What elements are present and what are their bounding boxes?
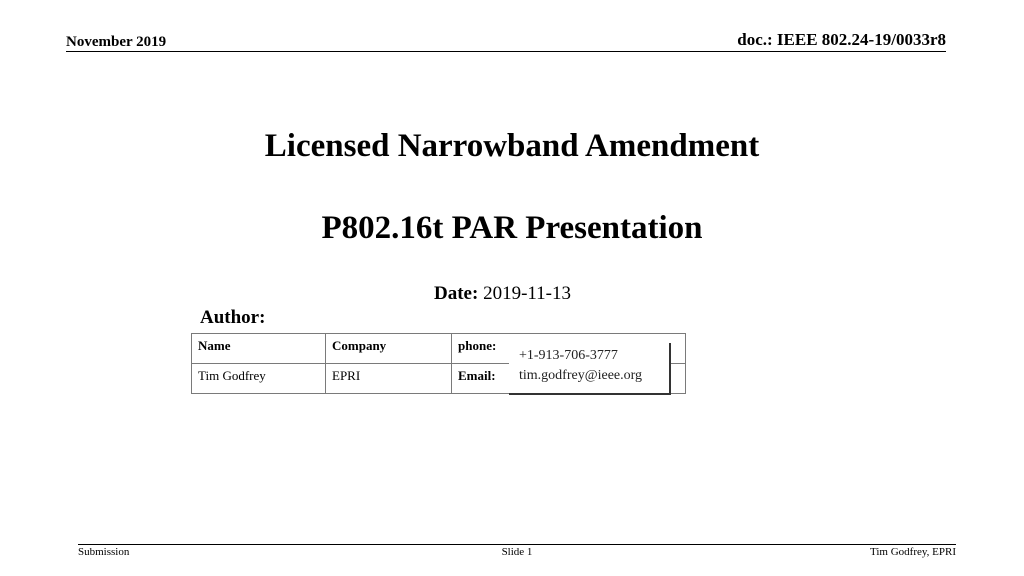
slide-title: Licensed Narrowband Amendment <box>264 128 760 164</box>
cell-name: Tim Godfrey <box>192 364 326 394</box>
footer-author: Tim Godfrey, EPRI <box>870 546 956 558</box>
footer-submission: Submission <box>78 546 130 558</box>
date-line <box>434 283 571 305</box>
footer-divider <box>78 544 956 545</box>
footer-slide-number: Slide 1 <box>501 546 533 558</box>
cell-company: EPRI <box>326 364 452 394</box>
slide-subtitle: P802.16t PAR Presentation <box>321 210 703 246</box>
header-cell-phone: phone: <box>452 334 686 364</box>
date-value: 2019-11-13 <box>483 283 572 304</box>
contact-info-box <box>509 343 671 395</box>
contact-phone: +1-913-706-3777 <box>519 348 618 363</box>
date-label: Date: <box>434 283 479 304</box>
cell-email-label: Email: <box>452 364 686 394</box>
header-cell-company: Company <box>326 334 452 364</box>
header-divider <box>66 51 946 52</box>
contact-email: tim.godfrey@ieee.org <box>519 368 643 383</box>
header-date: November 2019 <box>66 34 167 50</box>
author-label: Author: <box>200 307 266 328</box>
header-cell-name: Name <box>192 334 326 364</box>
header-doc-id: doc.: IEEE 802.24-19/0033r8 <box>737 30 946 49</box>
